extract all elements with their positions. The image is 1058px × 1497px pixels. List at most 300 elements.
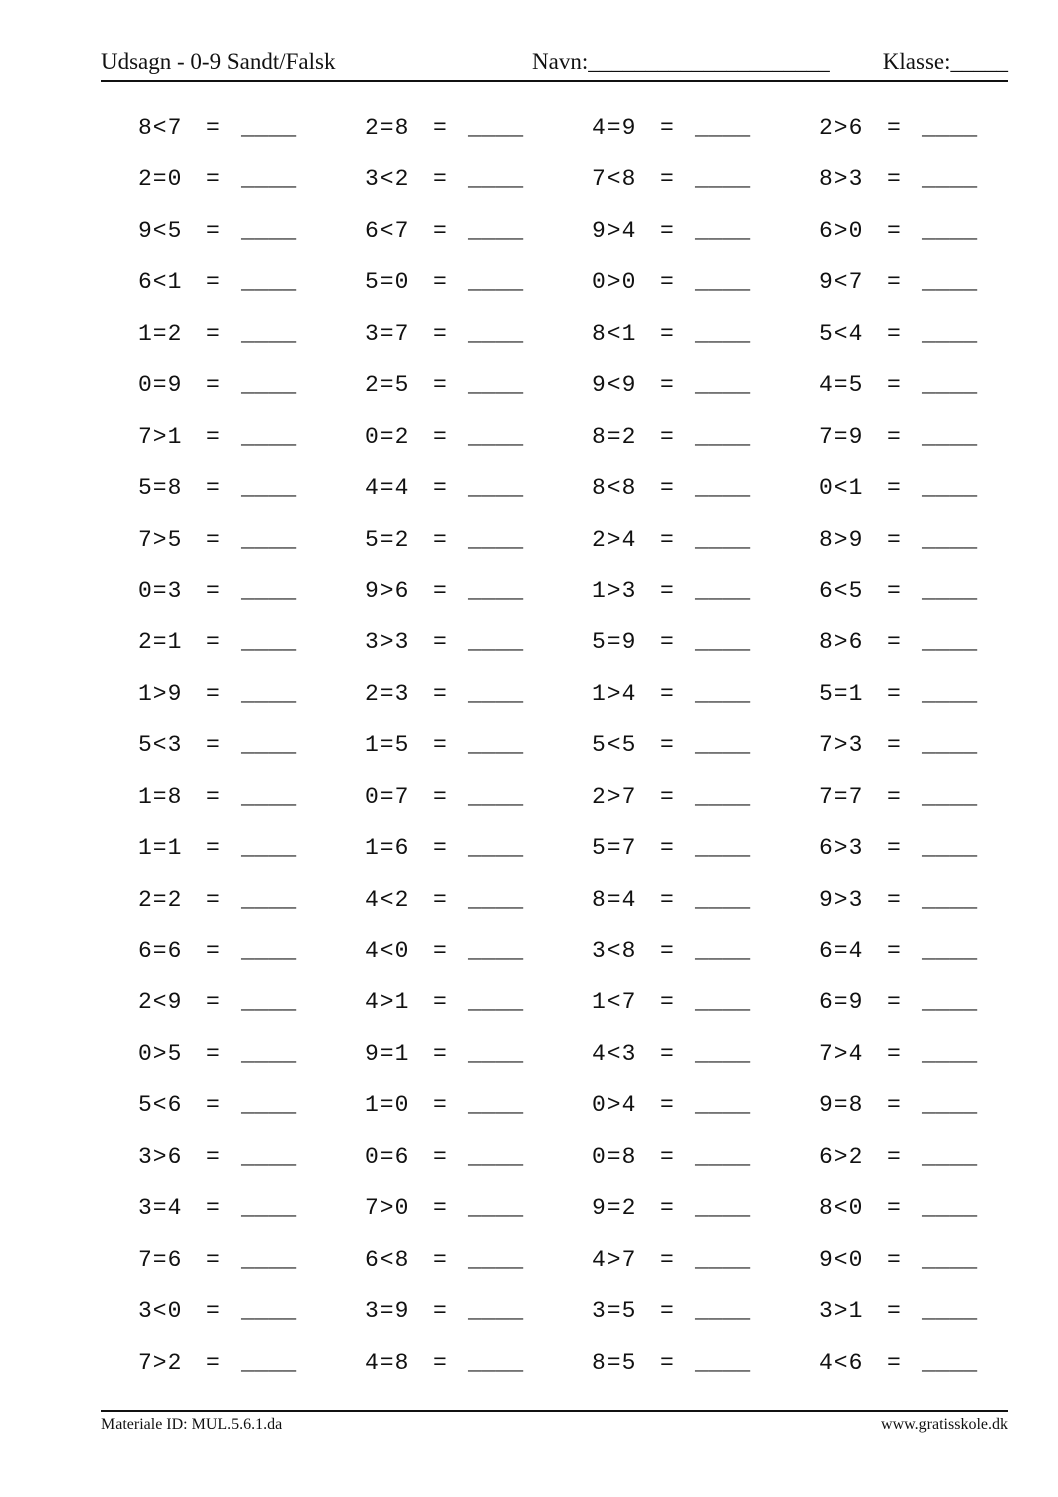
exercise-row: [138, 1030, 1038, 1081]
statement: 8>3: [819, 166, 864, 193]
answer-blank[interactable]: ____: [922, 475, 978, 502]
equals-sign: =: [660, 783, 674, 810]
exercise-item: [365, 413, 524, 461]
equals-sign: =: [433, 989, 447, 1016]
statement: 3<8: [592, 938, 637, 964]
equals-sign: =: [660, 680, 674, 707]
answer-blank[interactable]: ____: [468, 1195, 524, 1222]
exercise-row: [138, 978, 1038, 1029]
statement: 7>0: [365, 1195, 410, 1222]
exercise-item: [365, 104, 524, 152]
exercise-row: [138, 413, 1038, 464]
answer-blank[interactable]: ____: [922, 680, 978, 707]
statement: 2=8: [365, 115, 410, 141]
statement: 0>0: [592, 269, 637, 296]
answer-blank[interactable]: ____: [468, 1298, 524, 1325]
answer-blank[interactable]: ____: [468, 320, 524, 347]
answer-blank[interactable]: ____: [241, 886, 297, 913]
answer-blank[interactable]: ____: [468, 1092, 524, 1119]
exercise-item: [592, 155, 751, 203]
answer-blank[interactable]: ____: [922, 577, 978, 604]
answer-blank[interactable]: ____: [468, 423, 524, 450]
equals-sign: =: [206, 989, 220, 1016]
equals-sign: =: [887, 217, 901, 244]
equals-sign: =: [433, 732, 447, 759]
answer-blank[interactable]: ____: [695, 835, 751, 862]
exercise-item: [138, 1081, 297, 1129]
equals-sign: =: [887, 423, 901, 450]
equals-sign: =: [887, 1040, 901, 1067]
equals-sign: =: [206, 1143, 220, 1170]
statement: 3<0: [138, 1298, 183, 1325]
exercise-item: [365, 207, 524, 255]
equals-sign: =: [206, 629, 220, 656]
equals-sign: =: [660, 320, 674, 347]
exercise-item: [592, 516, 751, 564]
statement: 9<0: [819, 1246, 864, 1273]
exercise-item: [592, 1133, 751, 1181]
statement: 3<2: [365, 166, 410, 193]
exercise-item: [819, 155, 978, 203]
answer-blank[interactable]: ____: [241, 1298, 297, 1325]
answer-blank[interactable]: ____: [468, 1040, 524, 1067]
page-footer: [101, 1413, 1008, 1437]
statement: 3>6: [138, 1143, 183, 1170]
exercise-item: [819, 258, 978, 306]
exercise-item: [592, 310, 751, 358]
exercise-item: [819, 361, 978, 409]
equals-sign: =: [433, 320, 447, 347]
exercise-row: [138, 1236, 1038, 1287]
answer-blank[interactable]: ____: [241, 526, 297, 553]
exercise-item: [365, 824, 524, 872]
answer-blank[interactable]: ____: [695, 886, 751, 913]
answer-blank[interactable]: ____: [468, 526, 524, 553]
answer-blank[interactable]: ____: [241, 1040, 297, 1067]
equals-sign: =: [433, 835, 447, 862]
answer-blank[interactable]: ____: [241, 217, 297, 244]
statement: 4>7: [592, 1246, 637, 1273]
answer-blank[interactable]: ____: [241, 269, 297, 296]
exercise-item: [819, 927, 978, 975]
answer-blank[interactable]: ____: [922, 1195, 978, 1222]
exercise-row: [138, 1133, 1038, 1184]
answer-blank[interactable]: ____: [695, 989, 751, 1016]
answer-blank[interactable]: ____: [695, 1298, 751, 1325]
answer-blank[interactable]: ____: [241, 835, 297, 862]
equals-sign: =: [660, 423, 674, 450]
equals-sign: =: [206, 577, 220, 604]
statement: 2<9: [138, 989, 183, 1016]
exercise-item: [819, 721, 978, 769]
exercise-item: [592, 1287, 751, 1335]
answer-blank[interactable]: ____: [695, 1040, 751, 1067]
exercise-row: [138, 670, 1038, 721]
exercise-item: [819, 207, 978, 255]
exercise-item: [819, 1133, 978, 1181]
exercise-item: [819, 1081, 978, 1129]
answer-blank[interactable]: ____: [695, 1092, 751, 1119]
statement: 2=5: [365, 372, 410, 399]
answer-blank[interactable]: ____: [468, 783, 524, 810]
answer-blank[interactable]: ____: [695, 320, 751, 347]
equals-sign: =: [433, 886, 447, 913]
answer-blank[interactable]: ____: [922, 526, 978, 553]
exercise-item: [138, 516, 297, 564]
exercise-item: [592, 876, 751, 924]
exercise-item: [819, 1287, 978, 1335]
answer-blank[interactable]: ____: [695, 269, 751, 296]
answer-blank[interactable]: ____: [468, 938, 524, 964]
exercise-item: [365, 927, 524, 975]
answer-blank[interactable]: ____: [922, 989, 978, 1016]
exercise-item: [365, 1287, 524, 1335]
exercise-row: [138, 1184, 1038, 1235]
exercise-item: [138, 464, 297, 512]
answer-blank[interactable]: ____: [468, 115, 524, 141]
answer-blank[interactable]: ____: [241, 938, 297, 964]
equals-sign: =: [887, 577, 901, 604]
statement: 6<7: [365, 217, 410, 244]
statement: 5=2: [365, 526, 410, 553]
exercise-row: [138, 1339, 1038, 1390]
statement: 8<7: [138, 115, 183, 141]
answer-blank[interactable]: ____: [695, 423, 751, 450]
answer-blank[interactable]: ____: [922, 320, 978, 347]
equals-sign: =: [887, 938, 901, 964]
exercise-item: [365, 978, 524, 1026]
exercise-item: [138, 773, 297, 821]
exercise-item: [365, 567, 524, 615]
exercise-item: [592, 207, 751, 255]
answer-blank[interactable]: ____: [241, 115, 297, 141]
exercise-item: [365, 516, 524, 564]
equals-sign: =: [433, 269, 447, 296]
answer-blank[interactable]: ____: [922, 423, 978, 450]
answer-blank[interactable]: ____: [241, 1195, 297, 1222]
exercise-item: [592, 1339, 751, 1387]
answer-blank[interactable]: ____: [922, 835, 978, 862]
answer-blank[interactable]: ____: [695, 680, 751, 707]
answer-blank[interactable]: ____: [468, 269, 524, 296]
statement: 9>6: [365, 577, 410, 604]
exercise-item: [365, 1133, 524, 1181]
equals-sign: =: [660, 1246, 674, 1273]
equals-sign: =: [887, 1143, 901, 1170]
exercise-row: [138, 567, 1038, 618]
equals-sign: =: [206, 475, 220, 502]
answer-blank[interactable]: ____: [468, 835, 524, 862]
exercise-item: [592, 1081, 751, 1129]
answer-blank[interactable]: ____: [468, 629, 524, 656]
statement: 0=6: [365, 1143, 410, 1170]
statement: 6<1: [138, 269, 183, 296]
statement: 1=6: [365, 835, 410, 862]
equals-sign: =: [206, 938, 220, 964]
statement: 2=0: [138, 166, 183, 193]
equals-sign: =: [206, 526, 220, 553]
answer-blank[interactable]: ____: [241, 475, 297, 502]
statement: 7>2: [138, 1349, 183, 1376]
equals-sign: =: [660, 989, 674, 1016]
equals-sign: =: [887, 320, 901, 347]
equals-sign: =: [887, 732, 901, 759]
statement: 6>0: [819, 217, 864, 244]
exercise-item: [819, 104, 978, 152]
answer-blank[interactable]: ____: [241, 989, 297, 1016]
exercise-item: [365, 310, 524, 358]
statement: 4=8: [365, 1349, 410, 1376]
exercise-row: [138, 310, 1038, 361]
equals-sign: =: [660, 886, 674, 913]
answer-blank[interactable]: ____: [468, 1246, 524, 1273]
exercise-item: [819, 618, 978, 666]
statement: 9<5: [138, 217, 183, 244]
exercise-item: [138, 1236, 297, 1284]
statement: 5=8: [138, 475, 183, 502]
statement: 7=9: [819, 423, 864, 450]
statement: 8=2: [592, 423, 637, 450]
equals-sign: =: [433, 475, 447, 502]
exercise-item: [592, 567, 751, 615]
equals-sign: =: [433, 1246, 447, 1273]
statement: 8<0: [819, 1195, 864, 1222]
answer-blank[interactable]: ____: [695, 166, 751, 193]
answer-blank[interactable]: ____: [468, 166, 524, 193]
answer-blank[interactable]: ____: [468, 1349, 524, 1376]
exercise-item: [819, 1184, 978, 1232]
statement: 7>1: [138, 423, 183, 450]
answer-blank[interactable]: ____: [922, 1040, 978, 1067]
answer-blank[interactable]: ____: [922, 1092, 978, 1119]
exercise-item: [138, 876, 297, 924]
equals-sign: =: [887, 115, 901, 141]
equals-sign: =: [433, 577, 447, 604]
statement: 2>4: [592, 526, 637, 553]
statement: 9>3: [819, 886, 864, 913]
class-field: Klasse:_____: [882, 49, 1008, 74]
equals-sign: =: [433, 423, 447, 450]
exercise-item: [138, 670, 297, 718]
statement: 8>9: [819, 526, 864, 553]
answer-blank[interactable]: ____: [922, 629, 978, 656]
statement: 0=7: [365, 783, 410, 810]
exercise-item: [365, 876, 524, 924]
exercise-item: [138, 927, 297, 975]
exercise-row: [138, 927, 1038, 978]
answer-blank[interactable]: ____: [241, 680, 297, 707]
answer-blank[interactable]: ____: [922, 732, 978, 759]
exercise-item: [365, 464, 524, 512]
answer-blank[interactable]: ____: [695, 732, 751, 759]
statement: 8<1: [592, 320, 637, 347]
answer-blank[interactable]: ____: [468, 989, 524, 1016]
exercise-row: [138, 516, 1038, 567]
equals-sign: =: [206, 1195, 220, 1222]
answer-blank[interactable]: ____: [468, 372, 524, 399]
equals-sign: =: [887, 372, 901, 399]
statement: 7>4: [819, 1040, 864, 1067]
exercise-item: [365, 155, 524, 203]
exercise-row: [138, 258, 1038, 309]
equals-sign: =: [206, 783, 220, 810]
answer-blank[interactable]: ____: [241, 1143, 297, 1170]
statement: 9=8: [819, 1092, 864, 1119]
exercise-item: [138, 978, 297, 1026]
answer-blank[interactable]: ____: [695, 629, 751, 656]
statement: 3=5: [592, 1298, 637, 1325]
answer-blank[interactable]: ____: [922, 115, 978, 141]
statement: 5=0: [365, 269, 410, 296]
statement: 8=5: [592, 1349, 637, 1376]
answer-blank[interactable]: ____: [241, 629, 297, 656]
statement: 4<0: [365, 938, 410, 964]
exercise-item: [592, 258, 751, 306]
statement: 0<1: [819, 475, 864, 502]
statement: 6<5: [819, 577, 864, 604]
exercise-item: [592, 670, 751, 718]
statement: 0=2: [365, 423, 410, 450]
answer-blank[interactable]: ____: [695, 372, 751, 399]
exercise-item: [819, 567, 978, 615]
exercise-item: [819, 670, 978, 718]
statement: 6=4: [819, 938, 864, 964]
equals-sign: =: [206, 886, 220, 913]
answer-blank[interactable]: ____: [695, 577, 751, 604]
answer-blank[interactable]: ____: [241, 372, 297, 399]
exercise-item: [592, 413, 751, 461]
exercise-item: [365, 773, 524, 821]
exercise-item: [592, 464, 751, 512]
statement: 7>5: [138, 526, 183, 553]
equals-sign: =: [206, 1040, 220, 1067]
exercise-row: [138, 155, 1038, 206]
answer-blank[interactable]: ____: [922, 269, 978, 296]
answer-blank[interactable]: ____: [922, 783, 978, 810]
equals-sign: =: [660, 1143, 674, 1170]
equals-sign: =: [206, 320, 220, 347]
exercise-row: [138, 1287, 1038, 1338]
equals-sign: =: [206, 1092, 220, 1119]
statement: 4=5: [819, 372, 864, 399]
answer-blank[interactable]: ____: [468, 886, 524, 913]
equals-sign: =: [433, 1092, 447, 1119]
statement: 7<8: [592, 166, 637, 193]
answer-blank[interactable]: ____: [695, 1349, 751, 1376]
statement: 2>6: [819, 115, 864, 141]
answer-blank[interactable]: ____: [695, 115, 751, 141]
equals-sign: =: [660, 526, 674, 553]
exercise-item: [819, 978, 978, 1026]
statement: 6>3: [819, 835, 864, 862]
statement: 1=5: [365, 732, 410, 759]
statement: 3>3: [365, 629, 410, 656]
equals-sign: =: [887, 1298, 901, 1325]
exercise-item: [365, 1184, 524, 1232]
answer-blank[interactable]: ____: [241, 577, 297, 604]
exercise-item: [365, 721, 524, 769]
answer-blank[interactable]: ____: [922, 1349, 978, 1376]
equals-sign: =: [206, 680, 220, 707]
exercise-item: [138, 413, 297, 461]
answer-blank[interactable]: ____: [241, 732, 297, 759]
equals-sign: =: [887, 1092, 901, 1119]
answer-blank[interactable]: ____: [922, 372, 978, 399]
answer-blank[interactable]: ____: [922, 217, 978, 244]
statement: 9<9: [592, 372, 637, 399]
answer-blank[interactable]: ____: [922, 938, 978, 964]
equals-sign: =: [887, 886, 901, 913]
answer-blank[interactable]: ____: [468, 1143, 524, 1170]
exercise-row: [138, 207, 1038, 258]
answer-blank[interactable]: ____: [241, 1246, 297, 1273]
answer-blank[interactable]: ____: [695, 217, 751, 244]
statement: 8=4: [592, 886, 637, 913]
exercise-item: [819, 876, 978, 924]
answer-blank[interactable]: ____: [922, 886, 978, 913]
answer-blank[interactable]: ____: [695, 475, 751, 502]
answer-blank[interactable]: ____: [922, 1143, 978, 1170]
answer-blank[interactable]: ____: [241, 1092, 297, 1119]
answer-blank[interactable]: ____: [695, 1143, 751, 1170]
exercise-item: [138, 721, 297, 769]
statement: 0=3: [138, 577, 183, 604]
equals-sign: =: [206, 372, 220, 399]
equals-sign: =: [887, 166, 901, 193]
answer-blank[interactable]: ____: [241, 1349, 297, 1376]
exercise-row: [138, 104, 1038, 155]
statement: 2=3: [365, 680, 410, 707]
equals-sign: =: [206, 1298, 220, 1325]
exercise-item: [138, 207, 297, 255]
answer-blank[interactable]: ____: [695, 783, 751, 810]
answer-blank[interactable]: ____: [695, 1246, 751, 1273]
equals-sign: =: [206, 732, 220, 759]
answer-blank[interactable]: ____: [241, 423, 297, 450]
answer-blank[interactable]: ____: [241, 783, 297, 810]
answer-blank[interactable]: ____: [468, 680, 524, 707]
answer-blank[interactable]: ____: [241, 320, 297, 347]
exercise-item: [365, 1236, 524, 1284]
answer-blank[interactable]: ____: [468, 217, 524, 244]
equals-sign: =: [433, 372, 447, 399]
statement: 3=7: [365, 320, 410, 347]
answer-blank[interactable]: ____: [468, 577, 524, 604]
equals-sign: =: [660, 732, 674, 759]
answer-blank[interactable]: ____: [695, 938, 751, 964]
answer-blank[interactable]: ____: [241, 166, 297, 193]
equals-sign: =: [433, 1143, 447, 1170]
statement: 6<8: [365, 1246, 410, 1273]
statement: 1=0: [365, 1092, 410, 1119]
exercise-item: [365, 361, 524, 409]
answer-blank[interactable]: ____: [922, 1298, 978, 1325]
equals-sign: =: [433, 1195, 447, 1222]
equals-sign: =: [206, 115, 220, 141]
answer-blank[interactable]: ____: [695, 1195, 751, 1222]
answer-blank[interactable]: ____: [922, 166, 978, 193]
answer-blank[interactable]: ____: [468, 732, 524, 759]
equals-sign: =: [206, 1246, 220, 1273]
equals-sign: =: [660, 1349, 674, 1376]
answer-blank[interactable]: ____: [922, 1246, 978, 1273]
exercise-item: [592, 978, 751, 1026]
answer-blank[interactable]: ____: [695, 526, 751, 553]
answer-blank[interactable]: ____: [468, 475, 524, 502]
equals-sign: =: [660, 372, 674, 399]
exercise-item: [819, 413, 978, 461]
equals-sign: =: [433, 1298, 447, 1325]
